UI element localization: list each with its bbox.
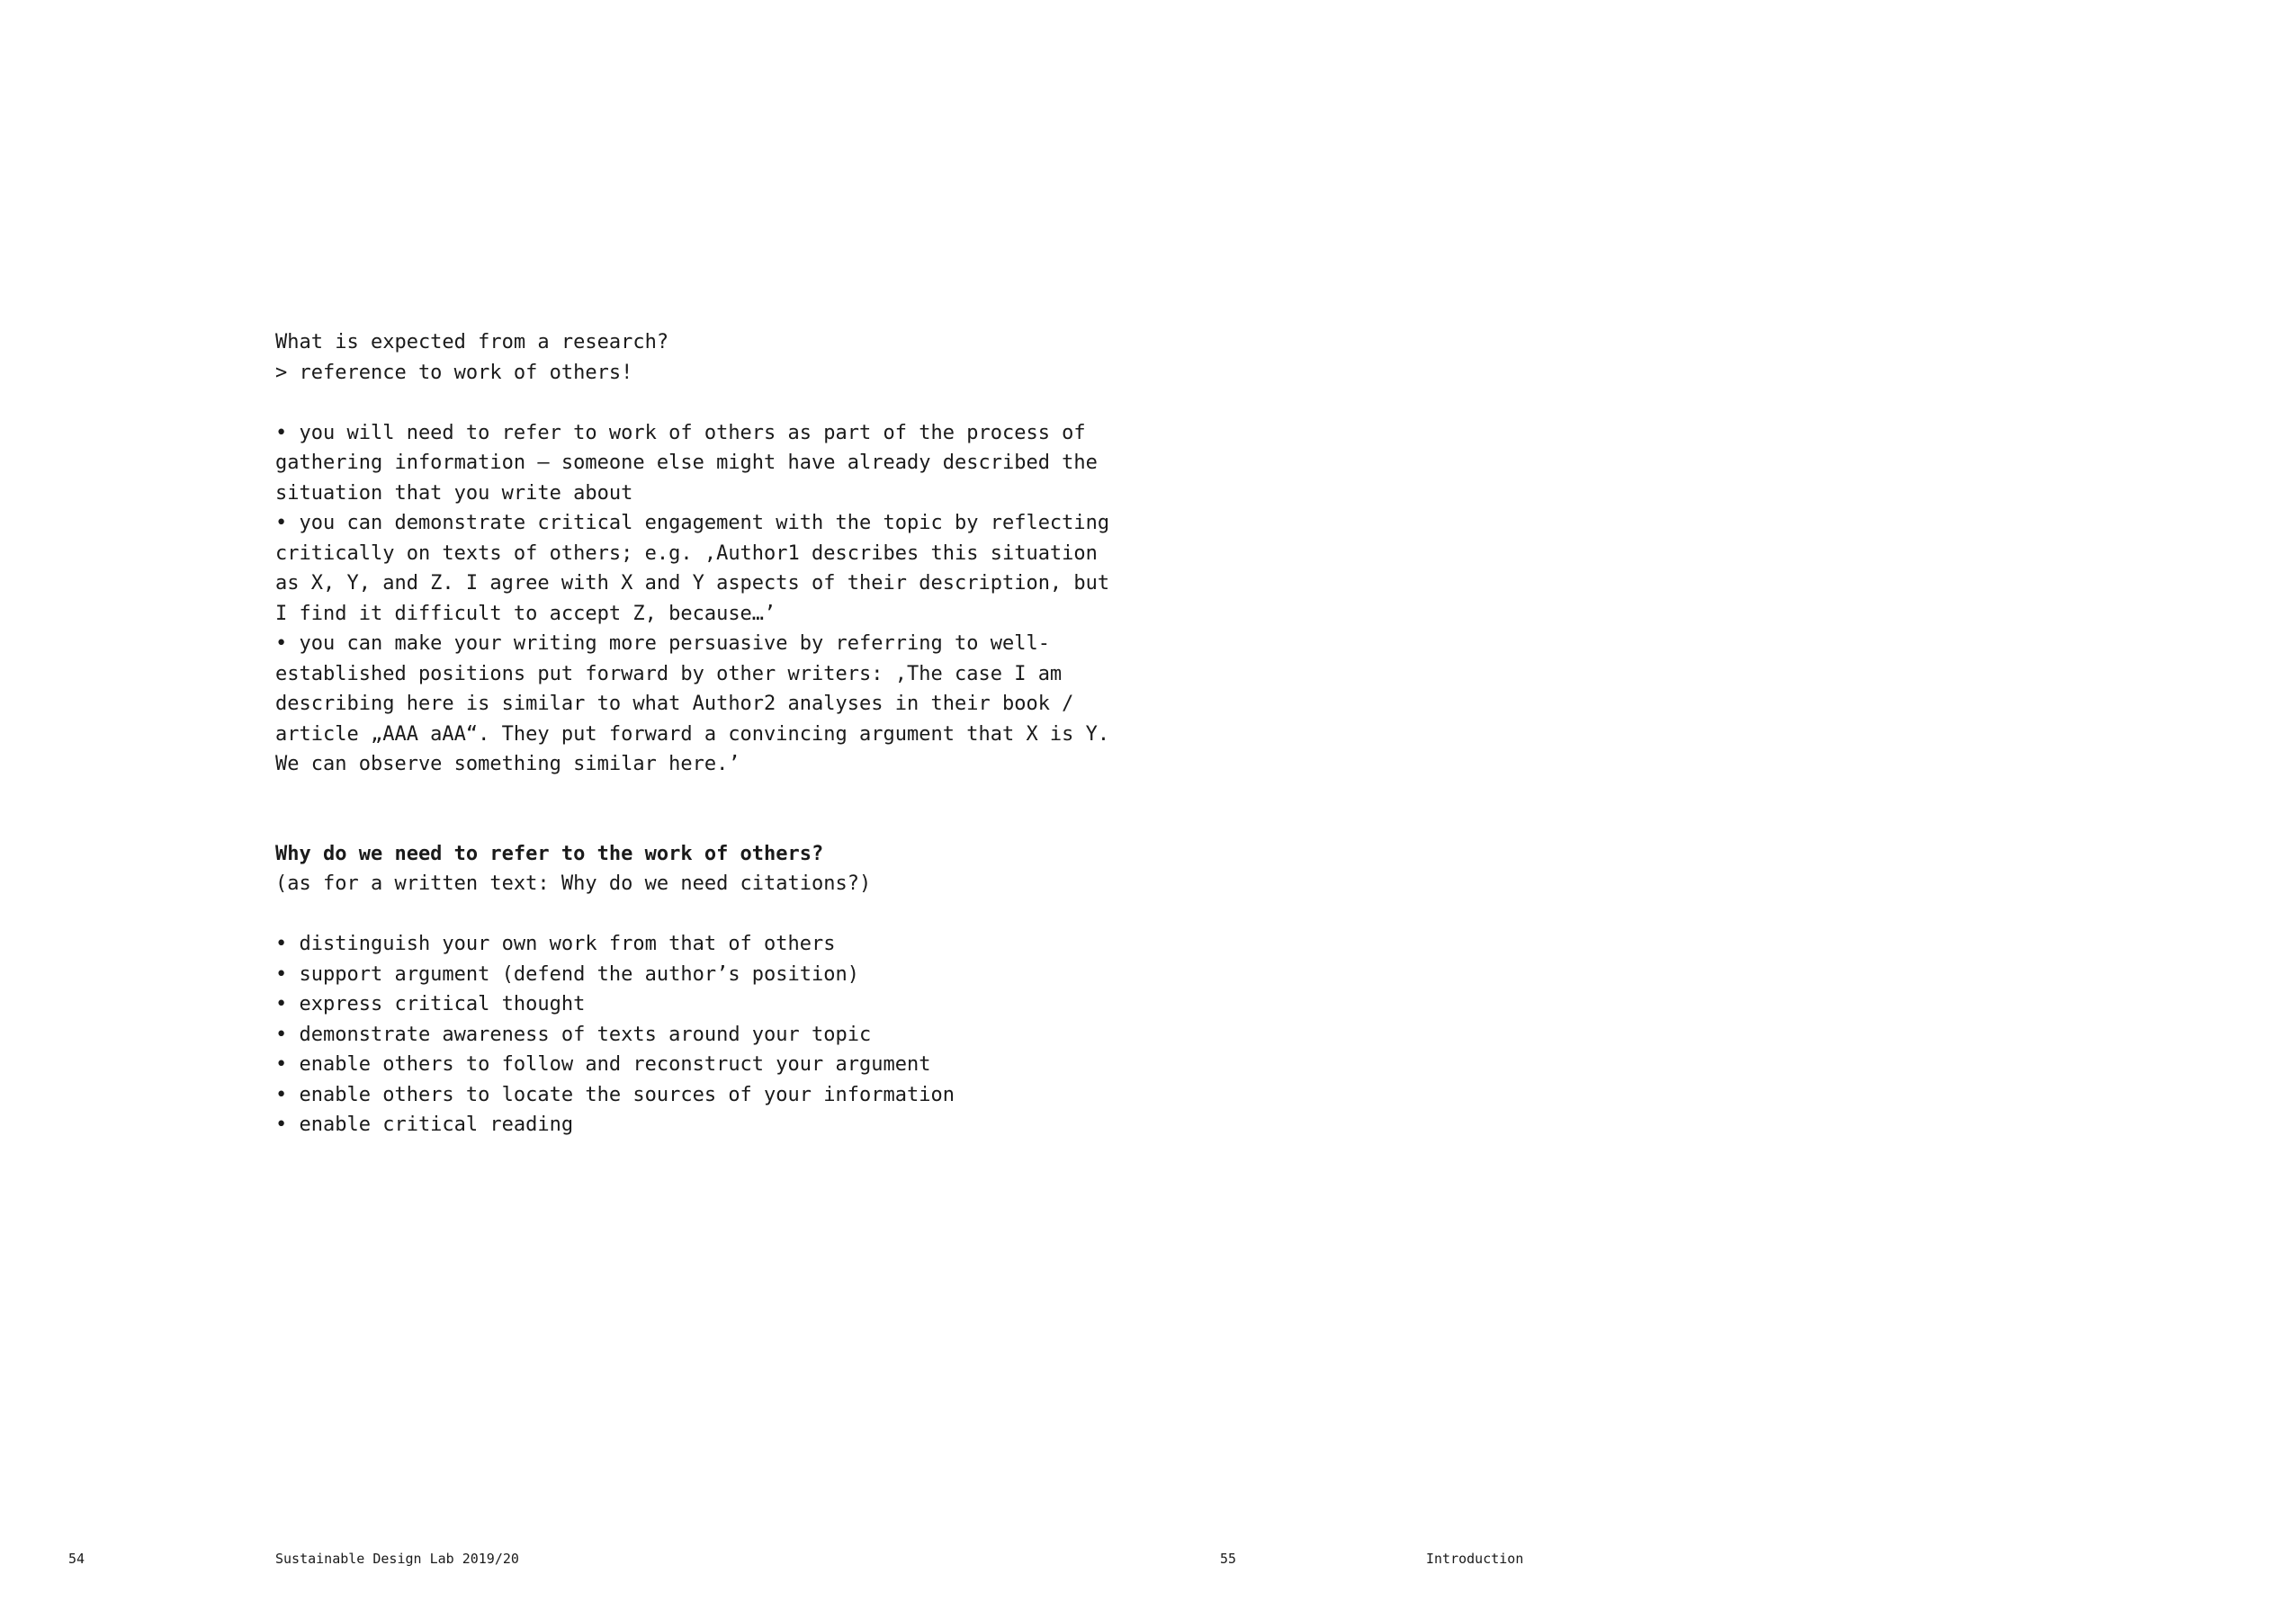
paragraph-line: gathering information – someone else might have already described the — [275, 452, 1098, 474]
list-item: • support argument (defend the author’s position) — [275, 962, 860, 986]
running-title-right: Introduction — [1426, 1551, 1524, 1567]
page-number-right: 55 — [1220, 1551, 1237, 1567]
paragraph-line: critically on texts of others; e.g. ‚Author1 describes this situation — [275, 541, 1098, 565]
spacer — [275, 388, 1085, 418]
paragraph-line: as X, Y, and Z. I agree with X and Y aspects of their description, but — [275, 572, 1110, 595]
spacer — [275, 780, 1085, 839]
paragraph-line: article „AAA aAA“. They put forward a convincing argument that X is Y. — [275, 722, 1110, 746]
right-page — [1148, 0, 2296, 1610]
section1-subheading: > reference to work of others! — [275, 361, 633, 384]
paragraph-line: established positions put forward by other writers: ‚The case I am — [275, 662, 1063, 685]
paragraph-line: We can observe something similar here.’ — [275, 753, 740, 775]
section1-heading: What is expected from a research? — [275, 331, 669, 353]
running-title-left: Sustainable Design Lab 2019/20 — [275, 1551, 519, 1567]
list-item: • demonstrate awareness of texts around your topic — [275, 1023, 872, 1046]
list-item: • distinguish your own work from that of others — [275, 933, 836, 955]
section2-subheading: (as for a written text: Why do we need citations?) — [275, 872, 872, 895]
paragraph-line: situation that you write about — [275, 481, 633, 505]
spacer — [275, 899, 1085, 930]
paragraph-line: describing here is similar to what Author2 analyses in their book / — [275, 693, 1074, 715]
list-item: • express critical thought — [275, 993, 586, 1015]
page-number-left: 54 — [68, 1551, 85, 1567]
list-item: • enable critical reading — [275, 1114, 574, 1136]
paragraph-line: • you can demonstrate critical engagement with the topic by reflecting — [275, 512, 1110, 534]
list-item: • enable others to follow and reconstruct your argument — [275, 1053, 931, 1076]
paragraph-line: I find it difficult to accept Z, because…’ — [275, 602, 776, 625]
list-item: • enable others to locate the sources of your information — [275, 1083, 955, 1106]
main-text-block — [275, 327, 1110, 1140]
paragraph-line: • you can make your writing more persuasive by referring to well- — [275, 632, 1050, 655]
section2-heading: Why do we need to refer to the work of others? — [275, 842, 824, 865]
paragraph-line: • you will need to refer to work of others as part of the process of — [275, 421, 1086, 444]
